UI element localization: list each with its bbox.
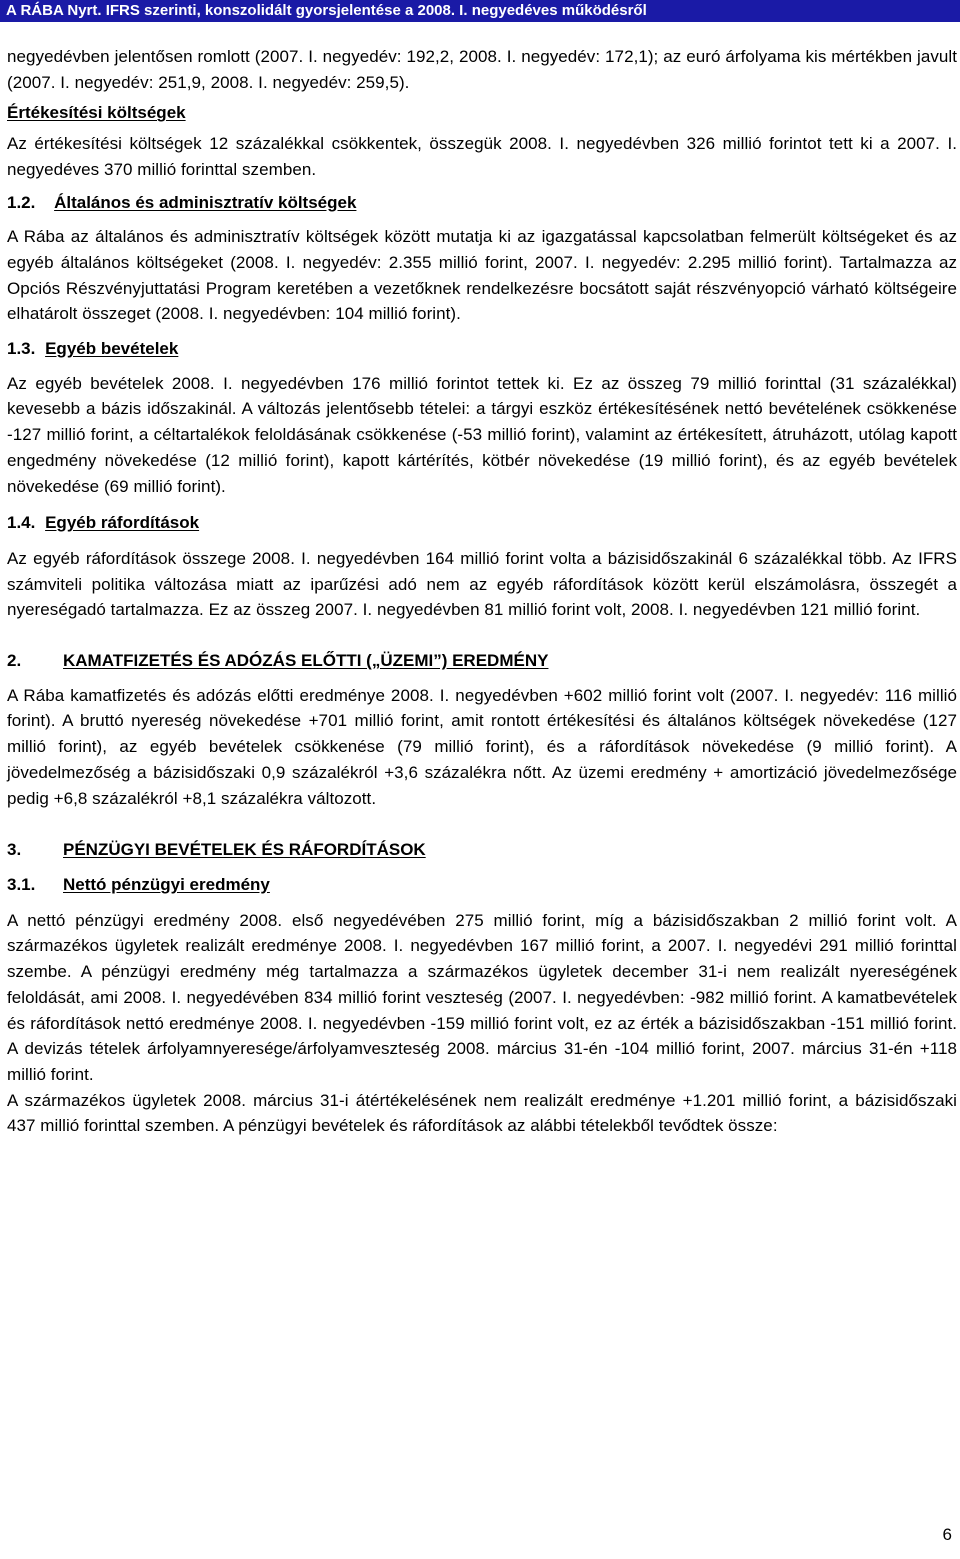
heading-title: PÉNZÜGYI BEVÉTELEK ÉS RÁFORDÍTÁSOK (63, 840, 426, 860)
paragraph: Az egyéb bevételek 2008. I. negyedévben 176 millió forintot tettek ki. Ez az összeg 79 millió forinttal (31 százalékkal) kevesebb a bázis időszakinál. A változás jelentősebb tételei: a tárgyi eszköz értékesítésének nettó bevételének csökkenése -127 millió forint, a céltartalékok feloldásának csökkenése (-53 millió forint), valamint az értékesített, átruházott, utólag kapott engedmény növekedése (12 millió forint), kapott kártérítés, kötbér növekedése (19 millió forint), és az egyéb bevételek növekedése (69 millió forint). (7, 373, 957, 496)
heading-number: 1.3. (7, 339, 36, 359)
section-heading (7, 872, 957, 898)
header-title: A RÁBA Nyrt. IFRS szerinti, konszolidált gyorsjelentése a 2008. I. negyedéves működésről (6, 2, 647, 19)
heading-title: Egyéb bevételek (45, 339, 179, 359)
paragraph: A nettó pénzügyi eredmény 2008. első negyedévében 275 millió forint, míg a bázisidőszakban 2 millió forint volt. A származékos ügyletek realizált eredménye 2008. I. negyedévben 167 millió forint, a 2007. I. negyedévi 291 millió forinttal szembe. A pénzügyi eredmény még tartalmazza a származékos ügyletek december 31-i nem realizált nyereségének feloldását, ami 2008. I. negyedévében 834 millió forint veszteség (2007. I. negyedévben: -982 millió forint. A kamatbevételek és ráfordítások nettó eredménye 2008. I. negyedévben -159 millió forint volt, ez az érték a bázisidőszakban -151 millió forint. A devizás tételek árfolyamnyeresége/árfolyamveszteség 2008. március 31-én -104 millió forint, 2007. március 31-én +118 millió forint. (7, 910, 957, 1084)
heading-title: Értékesítési költségek (7, 103, 186, 123)
document-header (0, 0, 960, 22)
paragraph: negyedévben jelentősen romlott (2007. I. negyedév: 192,2, 2008. I. negyedév: 172,1); az euró árfolyama kis mértékben javult (2007. I. negyedév: 251,9, 2008. I. negyedév: 259,5). (7, 47, 957, 92)
paragraph: A származékos ügyletek 2008. március 31-i átértékelésének nem realizált eredménye +1.201 millió forint, a bázisidőszaki 437 millió forinttal szemben. A pénzügyi bevételek és ráfordítások az alábbi tételekből tevődtek össze: (7, 1090, 957, 1136)
page-number: 6 (942, 1525, 952, 1544)
heading-number: 1.2. (7, 192, 36, 212)
heading-number: 1.4. (7, 513, 36, 533)
section-heading (7, 837, 957, 863)
section-heading (7, 648, 957, 674)
section-heading (7, 100, 957, 126)
heading-number: 3. (7, 840, 22, 860)
paragraph: Az értékesítési költségek 12 százalékkal csökkentek, összegük 2008. I. negyedévben 326 millió forintot tett ki a 2007. I. negyedéves 370 millió forinttal szemben. (7, 134, 957, 179)
heading-number: 3.1. (7, 874, 36, 894)
heading-title: Nettó pénzügyi eredmény (63, 874, 270, 894)
document-body (7, 43, 957, 1139)
heading-title: Általános és adminisztratív költségek (54, 192, 357, 212)
paragraph: A Rába kamatfizetés és adózás előtti eredménye 2008. I. negyedévben +602 millió forint volt (2007. I. negyedév: 116 millió forint). A bruttó nyereség növekedése +701 millió forint, amit rontott értékesítési és általános költségek növekedése (127 millió forint), az egyéb bevételek csökkenése (79 millió forint), és a ráfordítások növekedése (9 millió forint). A jövedelmezőség a bázisidőszaki 0,9 százalékról +3,6 százalékra nőtt. Az üzemi eredmény + amortizáció jövedelmezősége pedig +6,8 százalékról +8,1 százalékra változott. (7, 685, 957, 808)
heading-number: 2. (7, 651, 22, 671)
paragraph: A Rába az általános és adminisztratív költségek között mutatja ki az igazgatással kapcsolatban felmerült költségeket és az egyéb általános költségeket (2008. I. negyedév: 2.355 millió forint, 2007. I. negyedév: 2.295 millió forint). Tartalmazza az Opciós Részvényjuttatási Program keretében a vezetőknek rendelkezésre bocsátott saját részvényopció várható költségeire elhatárolt összeget (2008. I. negyedévben: 104 millió forint). (7, 227, 957, 324)
section-heading (7, 510, 957, 536)
paragraph: Az egyéb ráfordítások összege 2008. I. negyedévben 164 millió forint volta a bázisidőszakinál 6 százalékkal több. Az IFRS számviteli politika változása miatt az iparűzési adó nem az egyéb ráfordítások között kerül elszámolásra, összegét a nyereségadó tartalmazza. Ez az összeg 2007. I. negyedévben 81 millió forint volt, 2008. I. negyedévben 121 millió forint. (7, 548, 957, 620)
heading-title: KAMATFIZETÉS ÉS ADÓZÁS ELŐTTI („ÜZEMI”) EREDMÉNY (63, 651, 549, 671)
heading-title: Egyéb ráfordítások (45, 513, 200, 533)
section-heading (7, 336, 957, 362)
section-heading (7, 190, 957, 216)
